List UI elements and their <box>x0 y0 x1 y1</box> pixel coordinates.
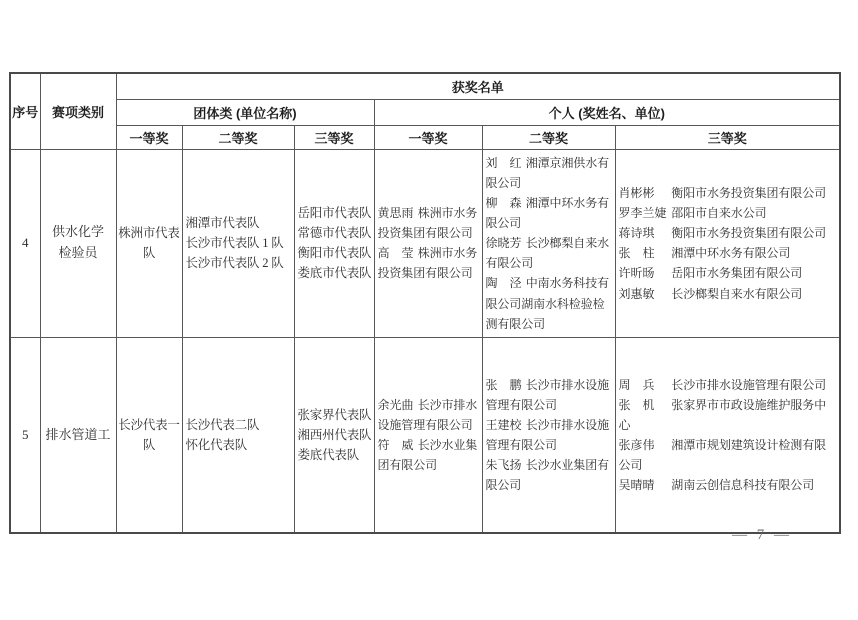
winner-org: 株洲市水务投资集团有限公司 <box>377 246 478 281</box>
category-line: 供水化学 <box>51 224 104 240</box>
winner-name: 肖彬彬 <box>618 185 655 200</box>
award-entry <box>619 223 837 243</box>
award-entry <box>486 153 612 193</box>
winner-org: 长沙市排水设施管理有限公司 <box>377 397 478 432</box>
award-entry <box>619 263 837 283</box>
winner-name: 陶 泾 <box>485 276 522 291</box>
ind-first-cell <box>374 337 482 533</box>
award-entry <box>619 475 837 495</box>
row-category <box>40 337 116 533</box>
winner-name: 符 威 <box>377 438 414 453</box>
header-category: 赛项类别 <box>40 73 116 149</box>
group-second-cell <box>182 149 294 337</box>
award-entry <box>619 435 837 475</box>
award-entry <box>486 233 612 273</box>
award-table <box>9 72 841 534</box>
header-individual: 个人 (奖姓名、单位) <box>374 99 840 125</box>
header-group-third: 三等奖 <box>294 125 374 149</box>
team-name: 株洲市代表 <box>118 225 180 240</box>
ind-third-cell <box>615 337 840 533</box>
row-no: 4 <box>10 149 40 337</box>
award-entry <box>486 375 612 415</box>
team-name: 湘潭市代表队 <box>185 215 260 230</box>
header-ind-third: 三等奖 <box>615 125 840 149</box>
header-group-first: 一等奖 <box>116 125 182 149</box>
team-name: 队 <box>142 246 156 261</box>
winner-org: 湘潭京湘供水有限公司 <box>485 155 609 190</box>
winner-name: 张 机 <box>618 397 655 412</box>
award-entry <box>619 243 837 263</box>
award-entry <box>619 183 837 203</box>
award-entry <box>486 455 612 495</box>
table-row <box>10 149 840 337</box>
winner-org: 长沙榔梨自来水有限公司 <box>485 236 609 271</box>
winner-name: 周 兵 <box>618 377 655 392</box>
header-group-second: 二等奖 <box>182 125 294 149</box>
header-award-list: 获奖名单 <box>116 73 840 99</box>
winner-name: 王建校 <box>485 418 522 432</box>
winner-org: 湘潭市规划建筑设计检测有限公司 <box>618 438 826 473</box>
winner-org: 邵阳市自来水公司 <box>671 205 767 220</box>
team-name: 队 <box>142 438 156 453</box>
award-entry <box>378 243 479 283</box>
award-entry <box>619 395 837 435</box>
winner-name: 吴晴晴 <box>618 478 655 493</box>
team-name: 长沙代表二队 <box>185 417 260 432</box>
team-name: 怀化代表队 <box>185 438 248 453</box>
row-no: 5 <box>10 337 40 533</box>
winner-org: 长沙市排水设施管理有限公司 <box>485 377 609 412</box>
row-category <box>40 149 116 337</box>
winner-name: 柳 森 <box>485 195 522 210</box>
header-group: 团体类 (单位名称) <box>116 99 374 125</box>
category-line: 检验员 <box>58 245 98 261</box>
winner-name: 罗李兰婕 <box>618 205 667 220</box>
winner-name: 张 鹏 <box>485 377 522 392</box>
table-row <box>10 337 840 533</box>
team-name: 长沙市代表队 2 队 <box>185 256 284 271</box>
winner-org: 中南水务科技有限公司湖南水科检验检测有限公司 <box>485 276 609 331</box>
award-entry <box>619 284 837 304</box>
winner-org: 长沙市排水设施管理有限公司 <box>485 418 609 453</box>
team-name: 张家界代表队 <box>297 407 372 422</box>
award-entry <box>486 273 612 333</box>
team-name: 长沙代表一 <box>118 417 180 432</box>
winner-org: 衡阳市水务投资集团有限公司 <box>671 185 826 200</box>
team-name: 常德市代表队 <box>297 225 372 240</box>
winner-name: 徐晓芳 <box>485 236 522 251</box>
page-number: — 7 — <box>732 527 792 543</box>
header-no: 序号 <box>10 73 40 149</box>
winner-name: 高 莹 <box>377 246 414 261</box>
winner-name: 张彦伟 <box>618 438 655 453</box>
ind-third-cell <box>615 149 840 337</box>
award-entry <box>378 395 479 435</box>
winner-name: 余光曲 <box>377 397 414 412</box>
winner-name: 黄思雨 <box>377 205 414 220</box>
group-third-cell <box>294 337 374 533</box>
header-ind-second: 二等奖 <box>482 125 615 149</box>
award-entry <box>619 203 837 223</box>
group-first-cell <box>116 149 182 337</box>
award-entry <box>486 193 612 233</box>
category-line: 排水管道工 <box>45 426 111 442</box>
winner-org: 张家界市市政设施维护服务中心 <box>618 397 826 432</box>
winner-org: 衡阳市水务投资集团有限公司 <box>671 226 826 241</box>
team-name: 岳阳市代表队 <box>297 205 372 220</box>
group-first-cell <box>116 337 182 533</box>
winner-org: 长沙市排水设施管理有限公司 <box>671 377 826 392</box>
team-name: 湘西州代表队 <box>297 428 372 443</box>
winner-org: 湘潭中环水务有限公司 <box>485 195 609 230</box>
ind-second-cell <box>482 337 615 533</box>
award-entry <box>619 375 837 395</box>
winner-name: 刘 红 <box>485 155 522 170</box>
group-second-cell <box>182 337 294 533</box>
group-third-cell <box>294 149 374 337</box>
winner-org: 长沙榔梨自来水有限公司 <box>671 286 803 301</box>
winner-org: 湖南云创信息科技有限公司 <box>671 478 815 493</box>
team-name: 长沙市代表队 1 队 <box>185 236 284 251</box>
award-entry <box>378 435 479 475</box>
team-name: 衡阳市代表队 <box>297 246 372 261</box>
winner-name: 张 柱 <box>618 246 655 261</box>
winner-name: 朱飞扬 <box>485 458 522 473</box>
winner-org: 岳阳市水务集团有限公司 <box>671 266 803 281</box>
winner-name: 许昕旸 <box>618 266 655 281</box>
team-name: 娄底代表队 <box>297 448 360 463</box>
winner-org: 长沙水业集团有限公司 <box>377 438 478 473</box>
award-entry <box>378 203 479 243</box>
winner-org: 长沙水业集团有限公司 <box>485 458 609 493</box>
header-ind-first: 一等奖 <box>374 125 482 149</box>
ind-second-cell <box>482 149 615 337</box>
winner-org: 株洲市水务投资集团有限公司 <box>377 205 478 241</box>
winner-org: 湘潭中环水务有限公司 <box>671 246 791 261</box>
winner-name: 蒋诗琪 <box>618 226 655 241</box>
ind-first-cell <box>374 149 482 337</box>
winner-name: 刘惠敏 <box>618 286 655 301</box>
team-name: 娄底市代表队 <box>297 266 372 281</box>
award-entry <box>486 415 612 455</box>
